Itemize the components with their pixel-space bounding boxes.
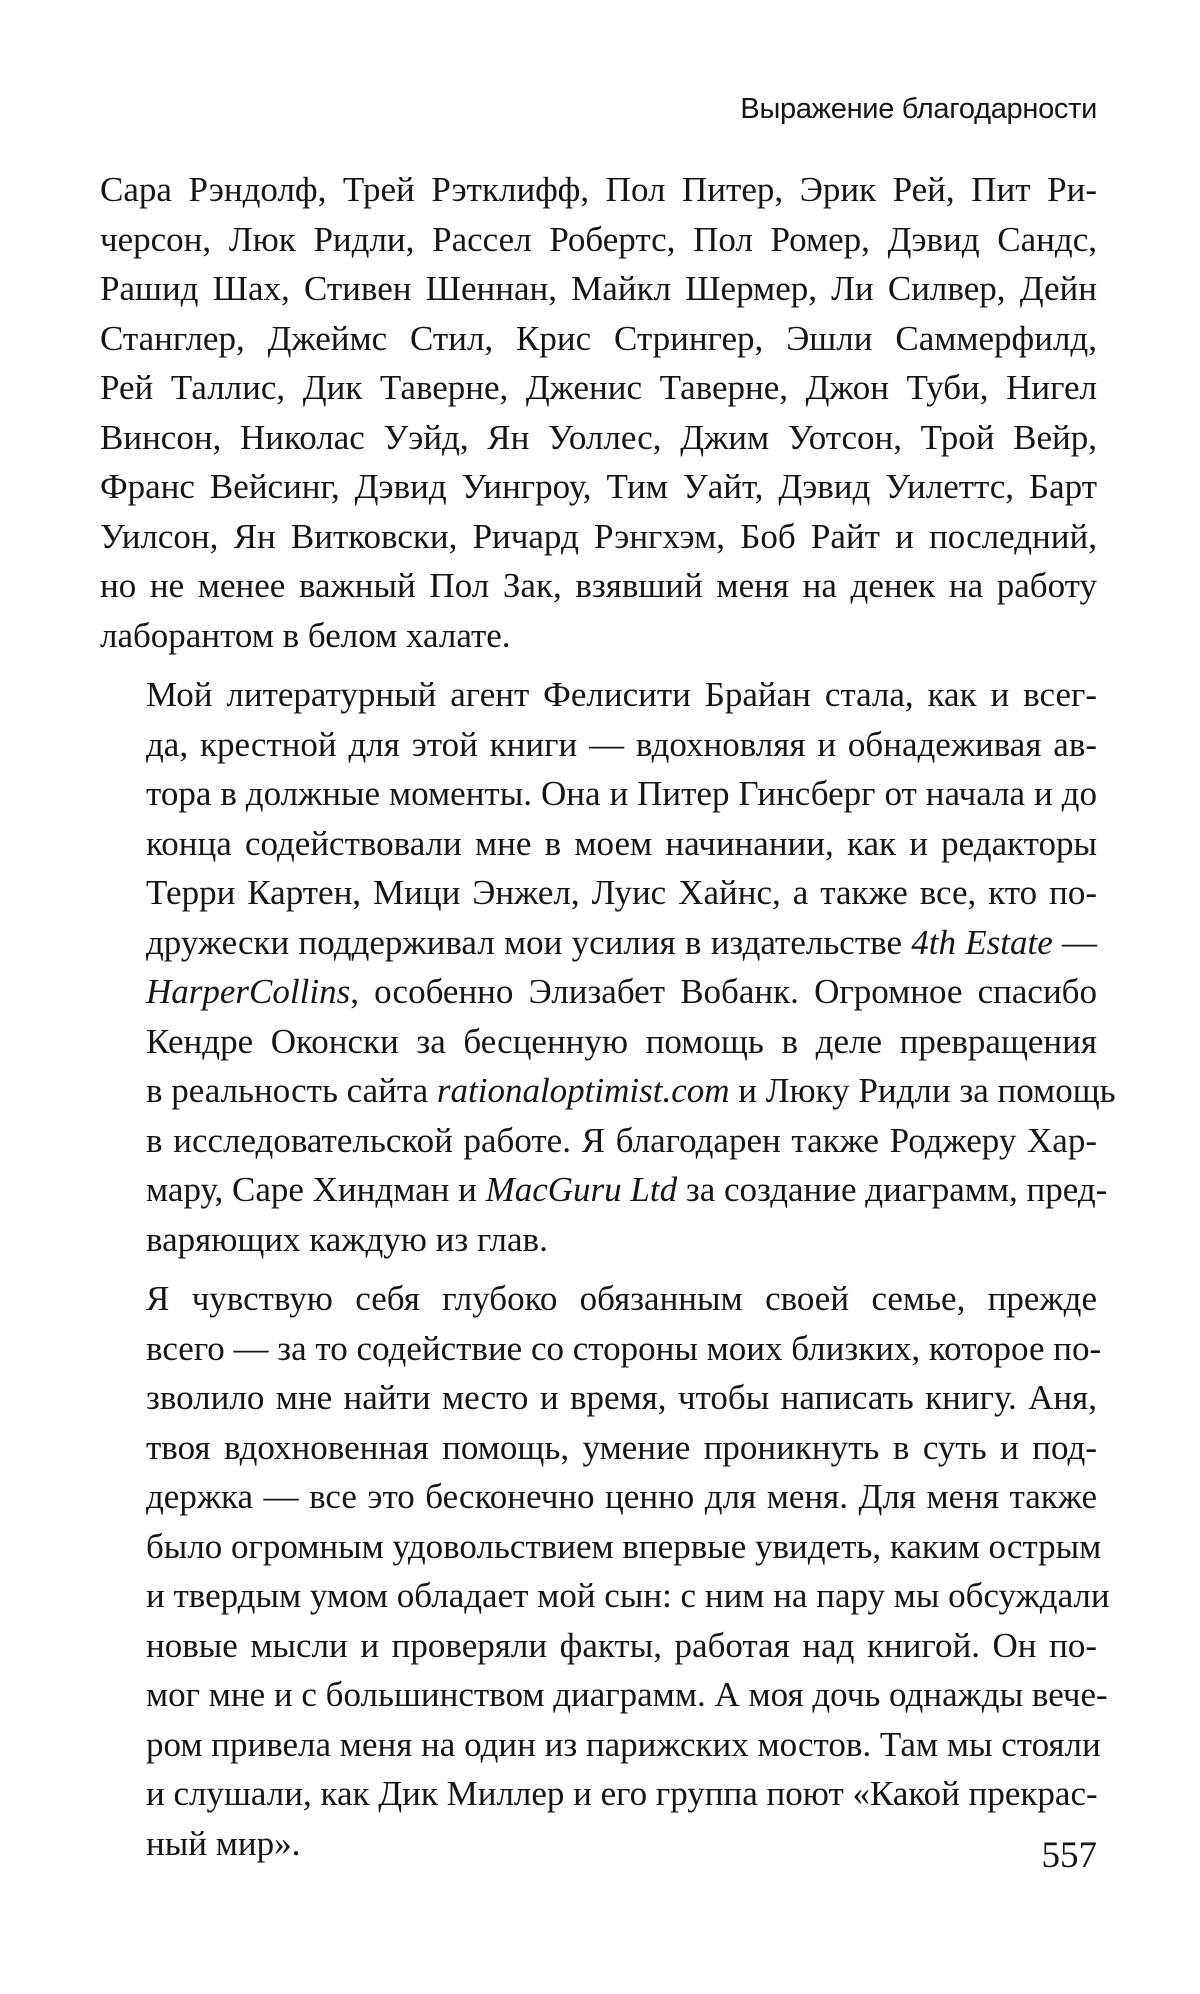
text-line: было огромным удовольствием впервые увидеть, каким острым [146,1526,1102,1566]
text-line: в исследовательской работе. Я благодарен также Роджеру Хар- [146,1120,1097,1160]
text-line: Мой литературный агент Фелисити Брайан стала, как и всег- [146,675,1097,714]
text-line: новые мысли и проверяли факты, работая над книгой. Он по- [146,1625,1097,1665]
text-line: Рашид Шах, Стивен Шеннан, Майкл Шермер, Ли Силвер, Дейн [100,269,1097,308]
text-line: всего — за то содействие со стороны моих близких, которое по- [146,1328,1102,1368]
text-line: Сара Рэндолф, Трей Рэтклифф, Пол Питер, Эрик Рей, Пит Ри- [100,170,1097,209]
text-line: лаборантом в белом халате. [100,615,511,655]
body-text [100,165,1116,1878]
paragraph-1 [100,165,1097,660]
text-line: Винсон, Николас Уэйд, Ян Уоллес, Джим Уотсон, Трой Вейр, [100,417,1097,457]
text-line: Я чувствую себя глубоко обязанным своей семье, прежде [146,1279,1097,1318]
text-line: ный мир». [146,1823,301,1863]
running-head: Выражение благодарности [740,93,1097,125]
text-line: Уилсон, Ян Витковски, Ричард Рэнгхэм, Боб Райт и последний, [100,516,1097,556]
text-line: варяющих каждую из глав. [146,1219,548,1259]
text-line: зволило мне найти место и время, чтобы написать книгу. Аня, [146,1378,1097,1417]
text-line: и твердым умом обладает мой сын: с ним на пару мы обсуждали [146,1576,1110,1615]
text-line: HarperCollins, особенно Элизабет Вобанк. Огромное спасибо [146,972,1097,1011]
text-line: Рей Таллис, Дик Таверне, Дженис Таверне, Джон Туби, Нигел [100,368,1097,407]
text-line: держка — все это бесконечно ценно для меня. Для меня также [146,1477,1097,1516]
page-number: 557 [1041,1835,1097,1876]
text-line: да, крестной для этой книги — вдохновляя и обнадеживая ав- [146,724,1097,764]
text-line: дружески поддерживал мои усилия в издательстве 4th Estate — [146,922,1097,962]
paragraph-2 [100,670,1116,1264]
text-line: в реальность сайта rationaloptimist.com и Люку Ридли за помощь [146,1071,1116,1110]
text-line: твоя вдохновенная помощь, умение проникнуть в суть и под- [146,1427,1097,1467]
text-line: Станглер, Джеймс Стил, Крис Стрингер, Эшли Саммерфилд, [100,318,1097,358]
text-line: но не менее важный Пол Зак, взявший меня на денек на работу [100,566,1097,605]
text-line: Франс Вейсинг, Дэвид Уингроу, Тим Уайт, Дэвид Уилеттс, Барт [100,467,1097,506]
text-line: тора в должные моменты. Она и Питер Гинсберг от начала и до [146,774,1097,813]
paragraph-3 [100,1274,1110,1868]
text-line: конца содействовали мне в моем начинании, как и редакторы [146,823,1097,863]
text-line: черсон, Люк Ридли, Рассел Робертс, Пол Ромер, Дэвид Сандс, [100,219,1097,259]
text-line: ром привела меня на один из парижских мостов. Там мы стояли [146,1724,1101,1764]
text-line: Кендре Оконски за бесценную помощь в деле превращения [146,1021,1097,1061]
text-line: Терри Картен, Мици Энжел, Луис Хайнс, а также все, кто по- [146,873,1097,912]
text-line: мог мне и с большинством диаграмм. А моя дочь однажды вече- [146,1675,1108,1714]
text-line: и слушали, как Дик Миллер и его группа поют «Какой прекрас- [146,1774,1098,1813]
text-line: мару, Саре Хиндман и MacGuru Ltd за создание диаграмм, пред- [146,1170,1108,1209]
